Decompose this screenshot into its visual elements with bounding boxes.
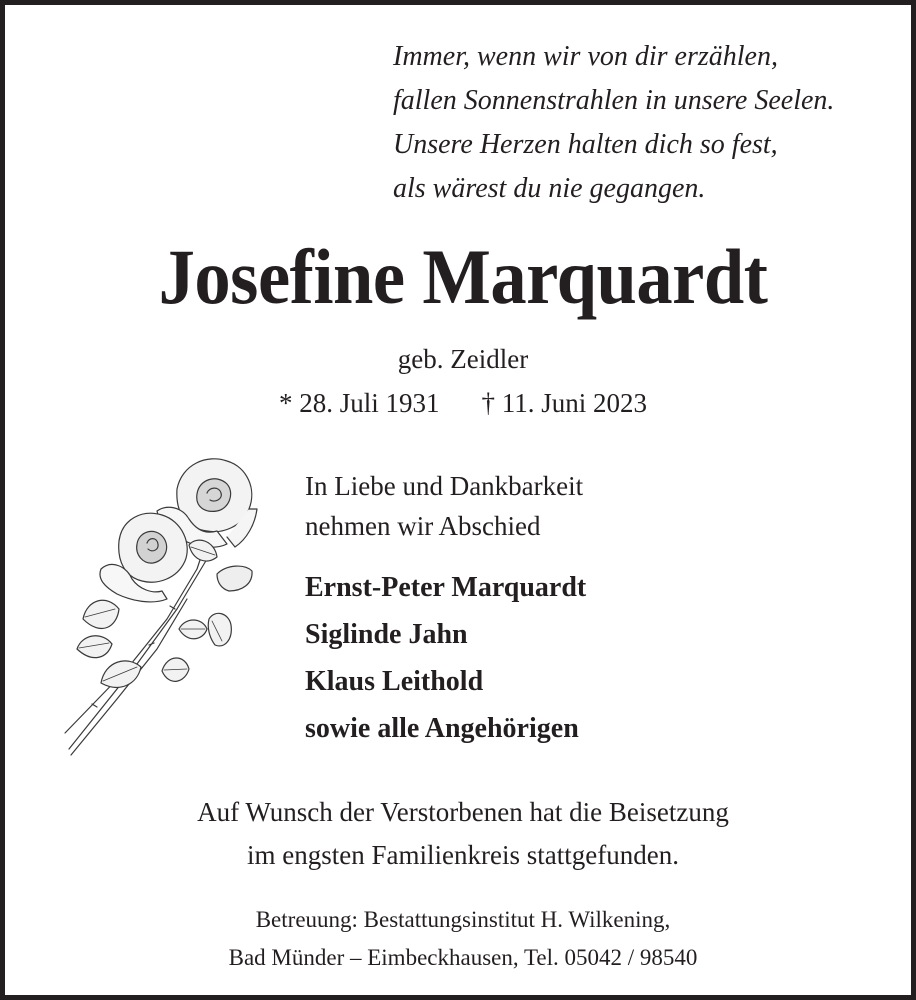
poem [393,35,893,211]
birth-name: geb. Zeidler [397,344,529,374]
birth-date: * 28. Juli 1931 [278,388,440,418]
mourner-name: Siglinde Jahn [305,619,468,650]
mourner-name: sowie alle Angehörigen [305,713,579,744]
poem-line: Immer, wenn wir von dir erzählen, [393,41,778,72]
funeral-home-line: Bad Münder – Eimbeckhausen, Tel. 05042 / 98540 [228,945,698,970]
funeral-home-info [5,901,916,977]
burial-note [5,791,916,877]
farewell-line: nehmen wir Abschied [305,511,541,541]
farewell-line: In Liebe und Dankbarkeit [305,471,584,501]
poem-line: fallen Sonnenstrahlen in unsere Seelen. [393,85,835,116]
funeral-home-line: Betreuung: Bestattungsinstitut H. Wilkening, [255,907,671,932]
mourner-name: Ernst-Peter Marquardt [305,572,587,603]
death-date: † 11. Juni 2023 [481,388,648,418]
note-line: Auf Wunsch der Verstorbenen hat die Beisetzung [197,797,729,827]
farewell-text [305,466,865,546]
mourner-name: Klaus Leithold [305,666,484,697]
deceased-name: Josefine Marquardt [158,233,768,320]
roses-drawing-icon [57,449,262,765]
poem-line: als wärest du nie gegangen. [393,173,706,204]
mourners-list [305,564,865,752]
poem-line: Unsere Herzen halten dich so fest, [393,129,778,160]
note-line: im engsten Familienkreis stattgefunden. [247,840,679,870]
life-dates [5,383,916,423]
